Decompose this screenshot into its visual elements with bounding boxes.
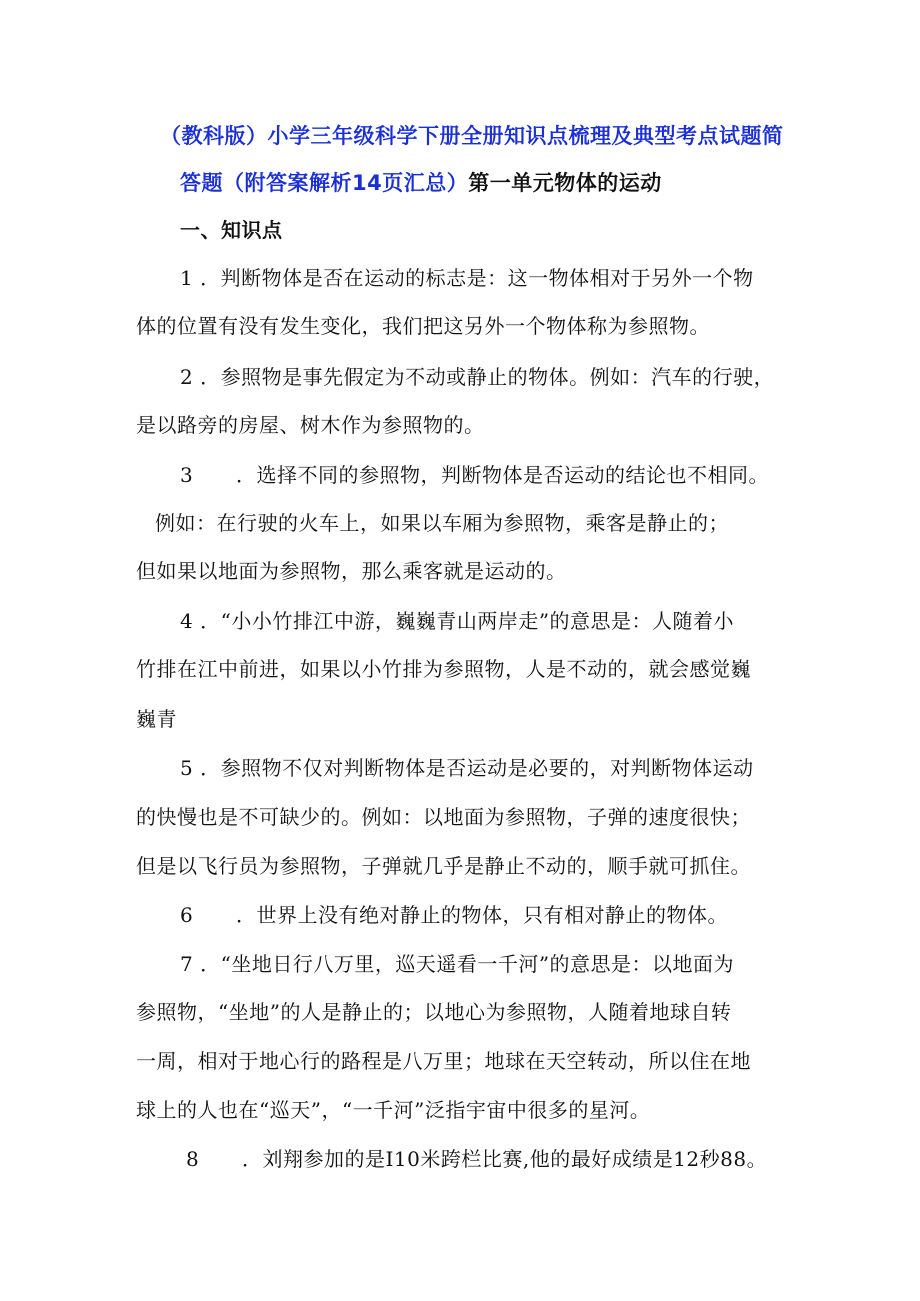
item-number: 4 [180,609,194,633]
item-text: ．刘翔参加的是I10米跨栏比赛,他的最好成绩是12秒88。 [242,1147,768,1171]
item-3-line-2: 例如：在行驶的火车上，如果以车厢为参照物，乘客是静止的； [155,511,729,535]
item-4-line-2: 竹排在江中前进，如果以小竹排为参照物，人是不动的，就会感觉巍 [136,657,751,681]
item-7-line-3: 一周，相对于地心行的路程是八万里；地球在天空转动，所以住在地 [136,1049,751,1073]
document-title-subtitle: 答题（附答案解析14页汇总） [180,171,469,195]
section-heading: 一、知识点 [180,218,283,242]
item-1-line-2: 体的位置有没有发生变化，我们把这另外一个物体称为参照物。 [136,314,710,338]
item-7-line-2: 参照物，“坐地”的人是静止的；以地心为参照物，人随着地球自转 [136,1000,732,1024]
document-title-line-1: （教科版）小学三年级科学下册全册知识点梳理及典型考点试题简 [160,124,784,148]
item-text: ．世界上没有绝对静止的物体，只有相对静止的物体。 [236,903,728,927]
unit-title: 第一单元物体的运动 [468,171,662,195]
item-text: ．“小小竹排江中游，巍巍青山两岸走”的意思是：人随着小 [200,609,735,633]
item-number: 8 [186,1147,200,1171]
item-number: 2 [180,365,194,389]
item-text: ．“坐地日行八万里，巡天遥看一千河”的意思是：以地面为 [200,952,735,976]
item-4-line-1 [180,608,734,634]
item-5-line-3: 但是以飞行员为参照物，子弹就几乎是静止不动的，顺手就可抓住。 [136,854,751,878]
item-7-line-1 [180,951,734,977]
item-4-line-3: 巍青 [136,707,177,731]
item-3-line-3: 但如果以地面为参照物，那么乘客就是运动的。 [136,559,567,583]
item-6-line-1 [180,902,728,928]
item-1-line-1 [180,265,754,291]
item-text: ．参照物是事先假定为不动或静止的物体。例如：汽车的行驶， [200,365,775,389]
item-number: 6 [180,903,194,927]
item-5-line-1 [180,755,754,781]
item-number: 5 [180,756,194,780]
document-title-line-2 [180,170,662,196]
item-text: ．判断物体是否在运动的标志是：这一物体相对于另外一个物 [200,266,754,290]
item-2-line-1 [180,364,774,390]
item-7-line-4: 球上的人也在“巡天”，“一千河”泛指宇宙中很多的星河。 [136,1098,651,1122]
item-number: 1 [180,266,194,290]
item-8-line-1 [186,1146,767,1172]
item-5-line-2: 的快慢也是不可缺少的。例如：以地面为参照物，子弹的速度很快； [136,805,751,829]
item-2-line-2: 是以路旁的房屋、树木作为参照物的。 [136,413,485,437]
item-3-line-1 [180,462,769,488]
item-number: 7 [180,952,194,976]
item-number: 3 [180,463,194,487]
item-text: ．选择不同的参照物，判断物体是否运动的结论也不相同。 [236,463,769,487]
item-text: ．参照物不仅对判断物体是否运动是必要的，对判断物体运动 [200,756,754,780]
